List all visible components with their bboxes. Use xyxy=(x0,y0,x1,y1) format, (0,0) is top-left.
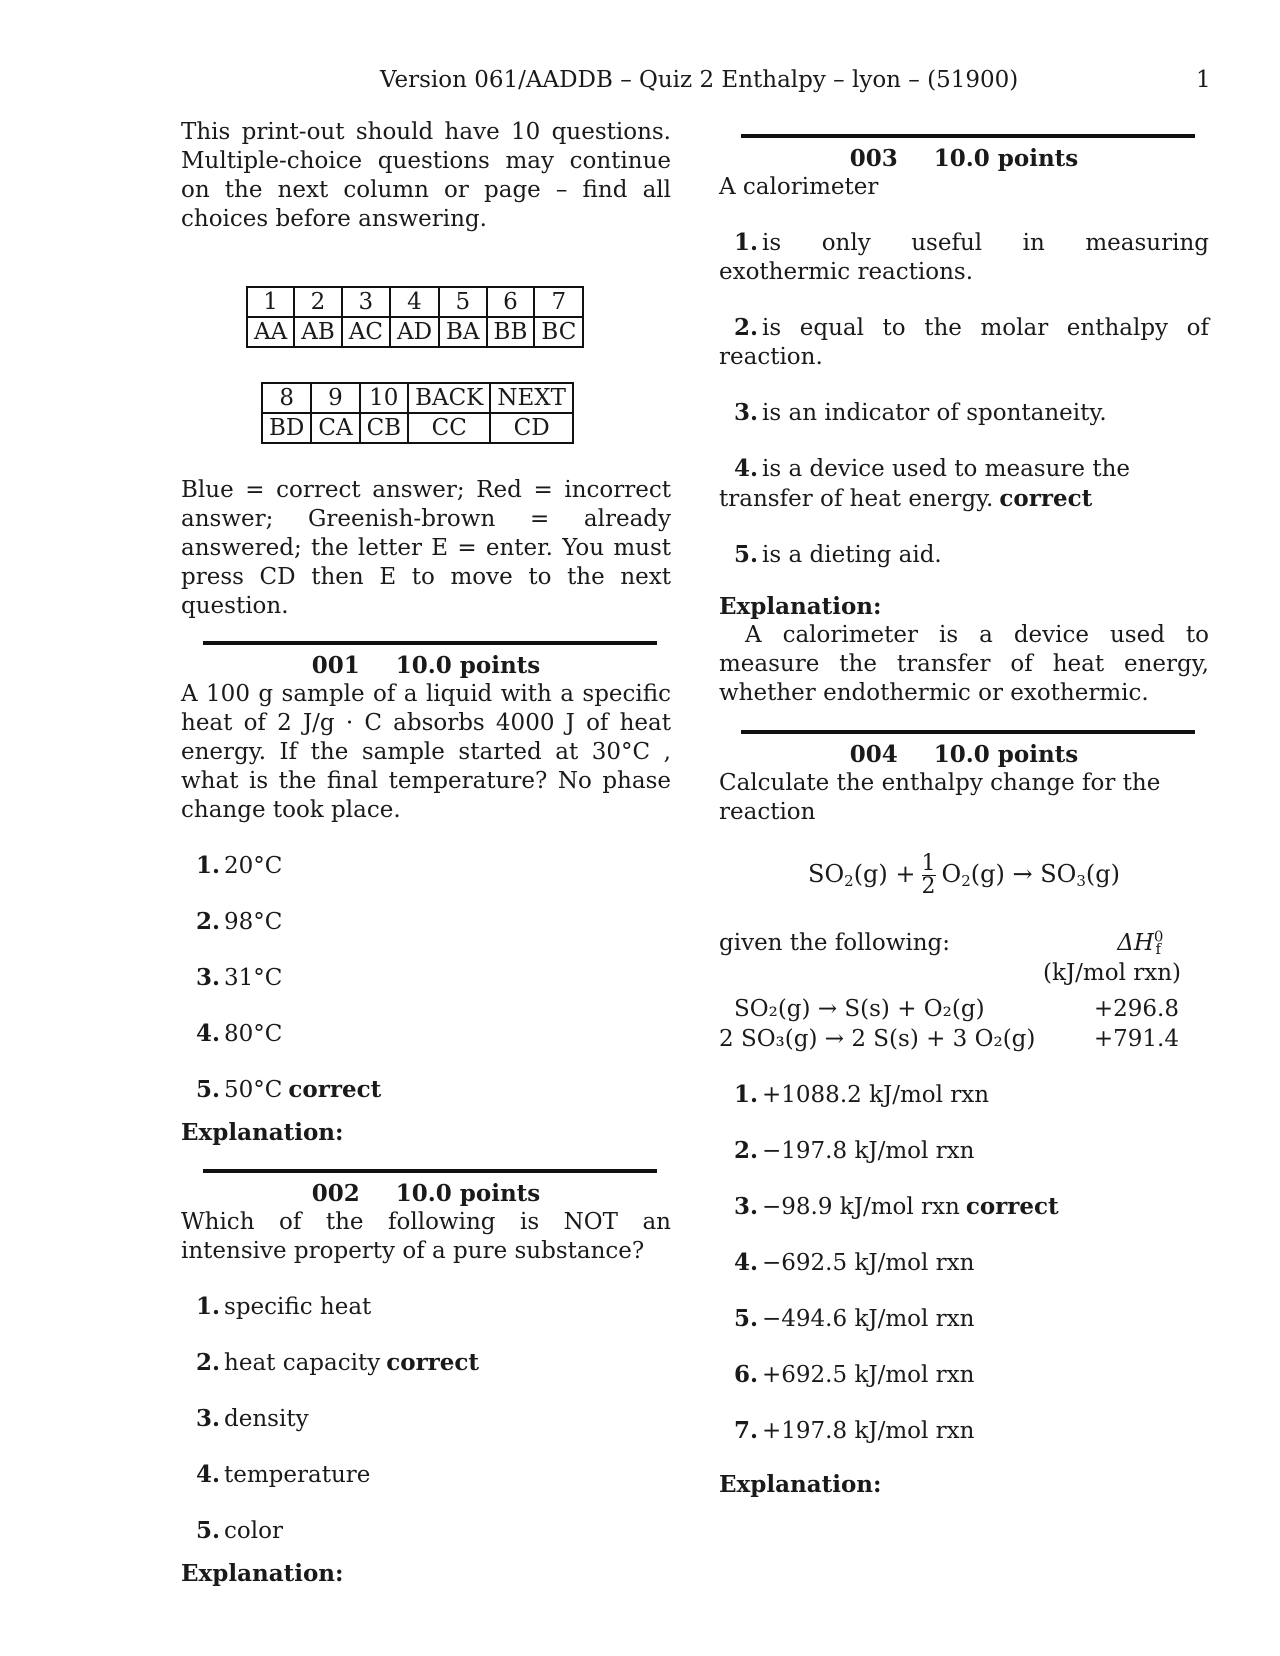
answer-choice[interactable] xyxy=(734,1080,1209,1110)
eq-state: (g) + xyxy=(853,860,916,888)
choice-number: 3. xyxy=(196,964,221,991)
frac-numerator: 1 xyxy=(921,851,936,876)
dh-sup: 0 xyxy=(1153,927,1164,946)
question-header xyxy=(719,144,1209,173)
key-code: CA xyxy=(311,413,359,443)
choice-text: +1088.2 kJ/mol rxn xyxy=(762,1082,990,1108)
answer-choice[interactable] xyxy=(734,398,1209,428)
given-reaction: 2 SO₃(g) → 2 S(s) + 3 O₂(g) xyxy=(719,1026,1036,1052)
choice-number: 2. xyxy=(196,1349,221,1376)
key-number: 4 xyxy=(390,287,439,317)
choice-number: 2. xyxy=(196,908,221,935)
explanation-text: A calorimeter is a device used to measure the transfer of heat energy, whether endothermic or exothermic. xyxy=(719,622,1209,706)
answer-choice[interactable] xyxy=(734,1136,1209,1166)
choice-text: 80°C xyxy=(224,1021,283,1047)
dh-symbol: ΔH xyxy=(1117,930,1154,956)
dh-sub: f xyxy=(1155,940,1161,958)
choice-text: is a device used to measure the transfer of heat energy. xyxy=(719,456,1130,512)
key-number: NEXT xyxy=(490,383,573,413)
eq-subscript: 3 xyxy=(1076,872,1086,890)
question-number: 001 xyxy=(311,652,360,679)
choice-text: is only useful in measuring exothermic reactions. xyxy=(719,230,1209,285)
key-code: CC xyxy=(408,413,490,443)
choice-text: +692.5 kJ/mol rxn xyxy=(762,1362,975,1388)
explanation-label: Explanation: xyxy=(181,1560,344,1587)
choice-text: −197.8 kJ/mol rxn xyxy=(762,1138,975,1164)
key-number: 2 xyxy=(294,287,342,317)
choice-number: 4. xyxy=(196,1020,221,1047)
choice-number: 5. xyxy=(734,541,759,568)
key-number: 5 xyxy=(439,287,487,317)
choice-number: 4. xyxy=(734,1249,759,1276)
question-points: 10.0 points xyxy=(933,741,1079,768)
choice-text: density xyxy=(224,1406,309,1432)
answer-choice-correct[interactable] xyxy=(734,1192,1209,1222)
answer-choice[interactable] xyxy=(734,1304,1209,1334)
question-number: 003 xyxy=(849,145,898,172)
answer-choice[interactable] xyxy=(196,1516,671,1546)
question-header xyxy=(181,1179,671,1208)
key-code: BD xyxy=(262,413,311,443)
choice-number: 1. xyxy=(734,1081,759,1108)
answer-choice[interactable] xyxy=(719,313,1209,372)
eq-species: O xyxy=(941,860,962,888)
given-value: +296.8 xyxy=(1093,996,1179,1022)
answer-choice[interactable] xyxy=(734,540,1209,570)
choice-text: −692.5 kJ/mol rxn xyxy=(762,1250,975,1276)
choice-number: 2. xyxy=(734,314,759,341)
choice-number: 3. xyxy=(734,399,759,426)
question-header xyxy=(181,651,671,680)
answer-choice[interactable] xyxy=(734,1360,1209,1390)
given-reaction: SO₂(g) → S(s) + O₂(g) xyxy=(734,996,985,1022)
choice-number: 3. xyxy=(196,1405,221,1432)
explanation-label: Explanation: xyxy=(719,593,882,620)
choice-text: is a dieting aid. xyxy=(762,542,942,568)
key-number: 1 xyxy=(247,287,294,317)
fraction-one-half xyxy=(922,853,936,898)
key-code: AC xyxy=(342,317,390,347)
explanation-label: Explanation: xyxy=(719,1471,882,1498)
key-number: 10 xyxy=(360,383,409,413)
choice-text: 20°C xyxy=(224,853,283,879)
correct-flag: correct xyxy=(965,1193,1059,1220)
choice-number: 4. xyxy=(734,455,759,482)
question-points: 10.0 points xyxy=(933,145,1079,172)
question-number: 004 xyxy=(849,741,898,768)
choice-text: is an indicator of spontaneity. xyxy=(762,400,1107,426)
question-points: 10.0 points xyxy=(395,1180,541,1207)
answer-key-table-1 xyxy=(246,286,584,348)
choice-text: is equal to the molar enthalpy of reaction. xyxy=(719,315,1209,370)
eq-state: (g) xyxy=(1085,860,1120,888)
question-divider xyxy=(203,641,657,645)
answer-choice[interactable] xyxy=(196,1292,671,1322)
choice-text: 98°C xyxy=(224,909,283,935)
answer-choice-correct[interactable] xyxy=(719,454,1209,514)
answer-choice[interactable] xyxy=(196,851,671,881)
choice-text: 31°C xyxy=(224,965,283,991)
key-number: 9 xyxy=(311,383,359,413)
choice-text: +197.8 kJ/mol rxn xyxy=(762,1418,975,1444)
question-prompt: A 100 g sample of a liquid with a specific heat of 2 J/g · C absorbs 4000 J of heat energy. If the sample started at 30°C , what is the final temperature? No phase change took place. xyxy=(181,681,671,823)
page-header xyxy=(0,66,1280,98)
question-header xyxy=(719,740,1209,769)
question-prompt: A calorimeter xyxy=(719,174,879,200)
answer-choice[interactable] xyxy=(196,1460,671,1490)
choice-text: temperature xyxy=(224,1462,371,1488)
choice-number: 5. xyxy=(196,1076,221,1103)
key-number: 6 xyxy=(487,287,535,317)
question-prompt: Which of the following is NOT an intensive property of a pure substance? xyxy=(181,1209,671,1264)
document-title: Version 061/AADDB – Quiz 2 Enthalpy – lyon – (51900) xyxy=(380,67,1019,93)
key-code: AB xyxy=(294,317,342,347)
answer-choice[interactable] xyxy=(734,1248,1209,1278)
answer-choice[interactable] xyxy=(196,963,671,993)
key-number: 8 xyxy=(262,383,311,413)
answer-choice[interactable] xyxy=(734,1416,1209,1446)
answer-key-table-2 xyxy=(261,382,574,444)
correct-flag: correct xyxy=(999,485,1093,512)
choice-number: 5. xyxy=(196,1517,221,1544)
eq-subscript: 2 xyxy=(844,872,854,890)
choice-number: 7. xyxy=(734,1417,759,1444)
question-divider xyxy=(741,730,1195,734)
answer-choice-correct[interactable] xyxy=(196,1348,671,1378)
question-number: 002 xyxy=(311,1180,360,1207)
choice-text: 50°C xyxy=(224,1077,283,1103)
key-code: AA xyxy=(247,317,294,347)
answer-choice[interactable] xyxy=(196,1404,671,1434)
answer-choice-correct[interactable] xyxy=(196,1075,671,1105)
correct-flag: correct xyxy=(386,1349,480,1376)
given-reactions-table xyxy=(719,928,1209,1054)
choice-number: 1. xyxy=(196,1293,221,1320)
dh-units: (kJ/mol rxn) xyxy=(1043,960,1181,986)
right-column xyxy=(719,118,1209,1499)
eq-state: (g) → SO xyxy=(970,860,1077,888)
question-points: 10.0 points xyxy=(395,652,541,679)
page-number: 1 xyxy=(1196,67,1211,93)
correct-flag: correct xyxy=(288,1076,382,1103)
choice-number: 6. xyxy=(734,1361,759,1388)
key-code: BC xyxy=(534,317,583,347)
question-prompt: Calculate the enthalpy change for the reaction xyxy=(719,770,1161,825)
given-value: +791.4 xyxy=(1093,1026,1179,1052)
explanation-label: Explanation: xyxy=(181,1119,344,1146)
answer-choice[interactable] xyxy=(196,1019,671,1049)
choice-number: 4. xyxy=(196,1461,221,1488)
key-code: BB xyxy=(487,317,535,347)
left-column xyxy=(181,118,671,1588)
question-divider xyxy=(741,134,1195,138)
eq-subscript: 2 xyxy=(961,872,971,890)
given-label: given the following: xyxy=(719,930,951,956)
key-code: CB xyxy=(360,413,409,443)
choice-number: 2. xyxy=(734,1137,759,1164)
key-code: BA xyxy=(439,317,487,347)
answer-choice[interactable] xyxy=(719,228,1209,287)
intro-text: This print-out should have 10 questions. Multiple-choice questions may continue on the next column or page – find all choices before answering. xyxy=(181,119,671,232)
question-divider xyxy=(203,1169,657,1173)
key-number: 3 xyxy=(342,287,390,317)
choice-text: −494.6 kJ/mol rxn xyxy=(762,1306,975,1332)
key-code: CD xyxy=(490,413,573,443)
choice-number: 1. xyxy=(196,852,221,879)
frac-denominator: 2 xyxy=(921,874,936,899)
choice-text: −98.9 kJ/mol rxn xyxy=(762,1194,960,1220)
choice-number: 3. xyxy=(734,1193,759,1220)
key-number: 7 xyxy=(534,287,583,317)
reaction-equation xyxy=(719,853,1209,898)
choice-text: heat capacity xyxy=(224,1350,381,1376)
answer-choice[interactable] xyxy=(196,907,671,937)
key-number: BACK xyxy=(408,383,490,413)
key-code: AD xyxy=(390,317,439,347)
legend-text: Blue = correct answer; Red = incorrect answer; Greenish-brown = already answered; the letter E = enter. You must press CD then E to move to the next question. xyxy=(181,477,671,619)
eq-species: SO xyxy=(808,860,845,888)
choice-text: specific heat xyxy=(224,1294,372,1320)
dh-header xyxy=(1040,928,1209,958)
choice-number: 5. xyxy=(734,1305,759,1332)
choice-number: 1. xyxy=(734,229,759,256)
choice-text: color xyxy=(224,1518,283,1544)
